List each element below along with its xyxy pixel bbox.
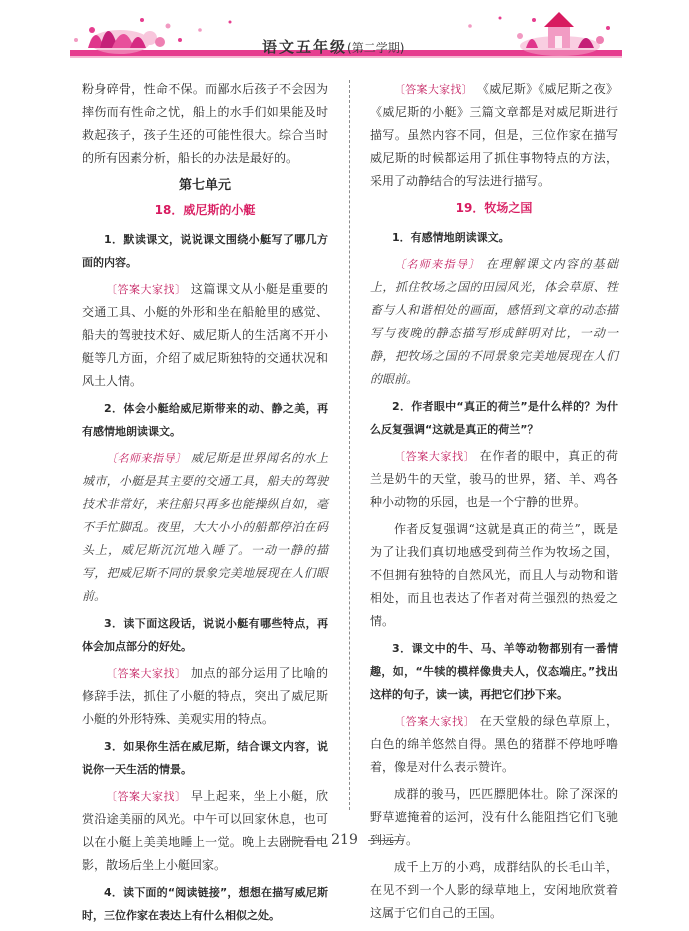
question-19-3: 3．课文中的牛、马、羊等动物都别有一番情趣，如，“牛犊的模样像贵夫人，仪态端庄。”找出这样的句子，读一读，再把它们抄下来。	[370, 642, 618, 701]
column-divider	[349, 80, 350, 810]
carryover-paragraph: 粉身碎骨，性命不保。而鄙水后孩子不会因为摔伤而有性命之忧，船上的水手们如果能及时救起孩子，孩子生还的可能性很大。综合当时的所有因素分析，船长的办法是最好的。	[82, 82, 328, 165]
page-header	[0, 0, 689, 78]
page-footer	[0, 832, 689, 848]
guide-tag: 〔 名师来指导 〕	[106, 452, 187, 465]
answer-4-text: 早上起来，坐上小艇，欣赏沿途美丽的风光。中午可以回家休息，也可以在小艇上美美地睡上一觉。晚上去剧院看电影，散场后坐上小艇回家。	[82, 789, 328, 872]
answer-tag: 〔 答案大家找 〕	[106, 790, 187, 803]
answer-tag: 〔 答案大家找 〕	[106, 667, 187, 680]
book-title	[262, 36, 404, 57]
answer-19-2-text: 在作者的眼中，真正的荷兰是奶牛的天堂，骏马的世界，猪、羊、鸡各种小动物的乐园，也是一个宁静的世界。	[370, 449, 618, 509]
question-1: 1．默读课文，说说课文围绕小艇写了哪几方面的内容。	[82, 233, 328, 269]
answer-19-3	[370, 710, 618, 779]
question-5: 4．读下面的“阅读链接”，想想在描写威尼斯时，三位作家在表达上有什么相似之处。	[82, 886, 328, 922]
question-2: 2．体会小艇给威尼斯带来的动、静之美，再有感情地朗读课文。	[82, 402, 328, 438]
footer-dash-left	[285, 840, 321, 841]
guide-19-1	[370, 253, 618, 391]
book-title-main: 语文五年级	[262, 38, 348, 56]
answer-tag: 〔 答案大家找 〕	[106, 283, 187, 296]
book-title-term: (第二学期)	[347, 41, 405, 55]
answer-19-3-text: 在天堂般的绿色草原上，白色的绵羊悠然自得。黑色的猪群不停地呼噜着，像是对什么表示赞许。	[370, 714, 618, 774]
answer-tag: 〔 答案大家找 〕	[394, 450, 475, 463]
answer-19-3-horses: 成群的骏马，匹匹膘肥体壮。除了深深的野草遮掩着的运河，没有什么能阻挡它们飞驰到远方。	[370, 787, 618, 847]
answer-3	[82, 662, 328, 731]
answer-5	[370, 78, 618, 193]
answer-3-text: 加点的部分运用了比喻的修辞手法，抓住了小艇的特点，突出了威尼斯小艇的外形特殊、美观实用的特点。	[82, 666, 328, 726]
answer-5-text: 《威尼斯》《威尼斯之夜》《威尼斯的小艇》三篇文章都是对威尼斯进行描写。虽然内容不同，但是，三位作家在描写威尼斯的时候都运用了抓住事物特点的方法，采用了动静结合的写法进行描写。	[370, 82, 619, 188]
guide-2-text: 威尼斯是世界闻名的水上城市，小艇是其主要的交通工具，船夫的驾驶技术非常好，来往船只再多也能操纵自如，毫不手忙脚乱。夜里，大大小小的船都停泊在码头上，威尼斯沉沉地入睡了。一动一静的描写，把威尼斯不同的景象完美地展现在人们眼前。	[82, 451, 328, 603]
lesson-19-title: 19．牧场之国	[455, 201, 533, 215]
question-19-1: 1．有感情地朗读课文。	[392, 231, 510, 244]
question-4: 3．如果你生活在威尼斯，结合课文内容，说说你一天生活的情景。	[82, 740, 328, 776]
left-column	[82, 78, 328, 931]
question-3: 3．读下面这段话，说说小艇有哪些特点，再体会加点部分的好处。	[82, 617, 328, 653]
guide-2	[82, 447, 328, 608]
right-column	[370, 78, 618, 929]
answer-4	[82, 785, 328, 877]
guide-tag: 〔 名师来指导 〕	[394, 258, 481, 271]
footer-dash-right	[368, 840, 404, 841]
house-icon	[517, 12, 610, 56]
lesson-18-title: 18．威尼斯的小艇	[154, 203, 256, 217]
answer-19-2	[370, 445, 618, 514]
answer-19-3-chicks: 成千上万的小鸡，成群结队的长毛山羊，在见不到一个人影的绿草地上，安闲地欣赏着这属于它们自己的王国。	[370, 860, 618, 920]
left-flower-cluster-icon	[74, 18, 182, 54]
unit-heading: 第七单元	[178, 178, 231, 193]
page-number: 219	[331, 832, 358, 848]
answer-19-2-continued: 作者反复强调“这就是真正的荷兰”，既是为了让我们真切地感受到荷兰作为牧场之国，不但拥有独特的自然风光，而且人与动物和谐相处，而且也表达了作者对荷兰强烈的热爱之情。	[370, 522, 618, 628]
question-19-2: 2．作者眼中“真正的荷兰”是什么样的？为什么反复强调“这就是真正的荷兰”？	[370, 400, 618, 436]
answer-tag: 〔 答案大家找 〕	[394, 715, 475, 728]
answer-tag: 〔 答案大家找 〕	[394, 83, 473, 96]
answer-1	[82, 278, 328, 393]
answer-1-text: 这篇课文从小艇是重要的交通工具、小艇的外形和坐在船舱里的感觉、船夫的驾驶技术好、威尼斯人的生活离不开小艇等几方面，介绍了威尼斯独特的交通状况和风土人情。	[82, 282, 328, 388]
guide-19-1-text: 在理解课文内容的基础上，抓住牧场之国的田园风光，体会草原、牲畜与人和谐相处的画面，感悟到文章的动态描写与夜晚的静态描写形成鲜明对比，一动一静，把牧场之国的不同景象完美地展现在人们的眼前。	[370, 257, 619, 386]
